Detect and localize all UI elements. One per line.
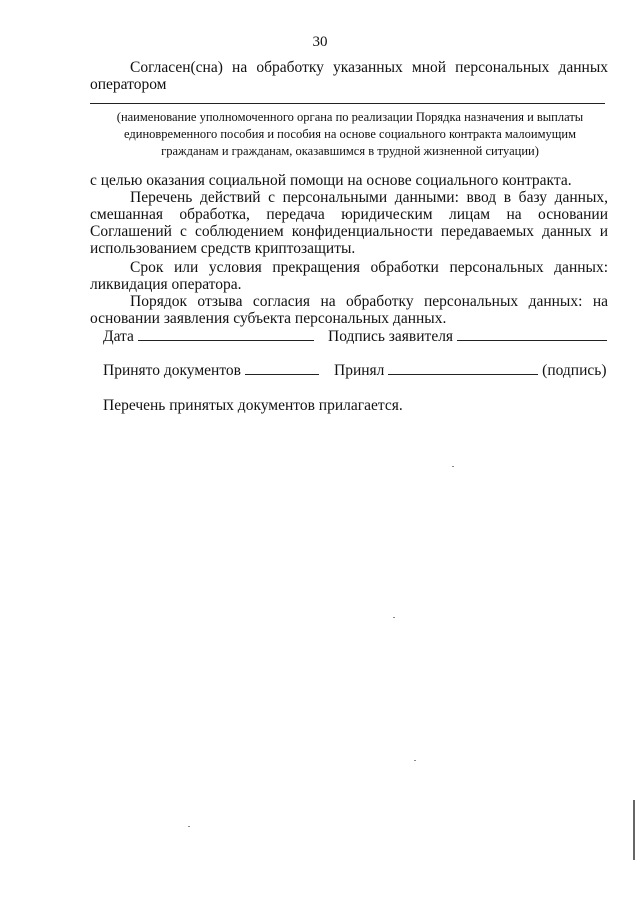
operator-name-caption: (наименование уполномоченного органа по реализации Порядка назначения и выплаты единовременного пособия и пособия на основе социального контракта малоимущим гражданам и гражданам, оказавшимся в трудной жизненной ситуации) (116, 110, 584, 158)
date-field (103, 326, 314, 346)
actions-paragraph: Перечень действий с персональными данными: ввод в базу данных, смешанная обработка, передача юридическим лицам на основании Соглашений с соблюдением конфиденциальности передаваемых данных и использованием средств криптозащиты. (90, 189, 608, 257)
accepted-docs-label: Принято документов (103, 362, 241, 379)
date-label: Дата (103, 328, 134, 345)
signature-hint: (подпись) (542, 362, 607, 379)
revocation-paragraph: Порядок отзыва согласия на обработку персональных данных: на основании заявления субъекта персональных данных. (90, 293, 608, 327)
scan-speck (188, 826, 190, 827)
accepted-by-field (334, 360, 607, 380)
page-number: 30 (312, 34, 328, 50)
termination-paragraph: Срок или условия прекращения обработки персональных данных: ликвидация оператора. (90, 259, 608, 293)
applicant-signature-field (328, 326, 607, 346)
accepted-docs-blank (245, 360, 319, 375)
applicant-signature-label: Подпись заявителя (328, 328, 454, 345)
operator-name-blank-line (90, 103, 605, 104)
date-blank (138, 326, 314, 341)
applicant-signature-blank (457, 326, 607, 341)
accepted-docs-field (103, 360, 319, 380)
scan-edge-mark (633, 800, 635, 860)
purpose-paragraph: с целью оказания социальной помощи на основе социального контракта. (90, 172, 572, 189)
accepted-by-blank (388, 360, 538, 375)
consent-statement: Согласен(сна) на обработку указанных мной персональных данных оператором (90, 59, 608, 93)
scan-speck (452, 466, 454, 467)
scan-speck (414, 760, 416, 761)
attachment-note: Перечень принятых документов прилагается. (103, 397, 403, 414)
accepted-by-label: Принял (334, 362, 385, 379)
scan-speck (393, 617, 395, 618)
